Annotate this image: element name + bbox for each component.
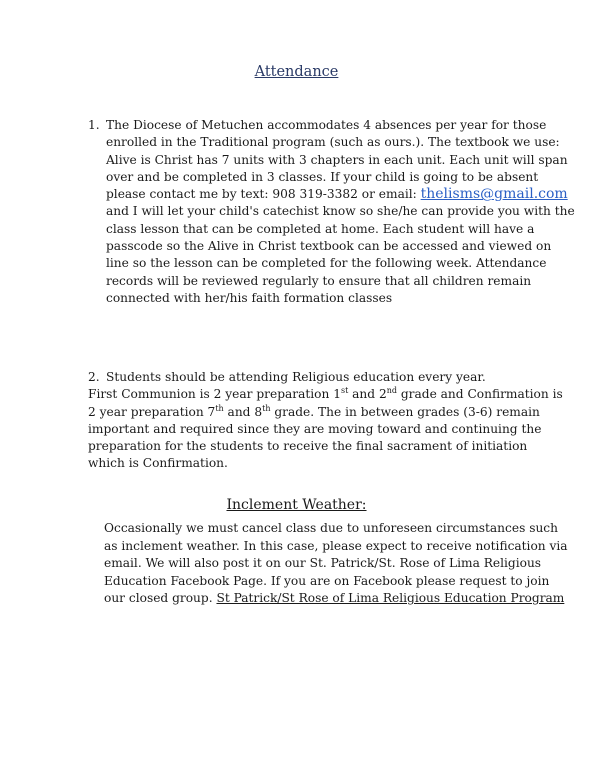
item-number: 1. — [88, 118, 100, 132]
text-line: and I will let your child's catechist know so she/he can provide you with the — [106, 204, 575, 219]
text-line — [88, 403, 540, 421]
text-part: and 2 — [348, 387, 387, 402]
text-line: records will be reviewed regularly to ensure that all children remain — [106, 273, 532, 288]
text-line: line so the lesson can be completed for the following week. Attendance — [106, 256, 547, 271]
text-line: over and be completed in 3 classes. If your child is going to be absent — [106, 169, 539, 184]
text-part: grade. The in between grades (3-6) remain — [270, 404, 540, 419]
superscript: th — [262, 403, 271, 413]
attendance-item-1 — [88, 117, 575, 307]
inclement-weather-text — [104, 520, 568, 608]
text-line: preparation for the students to receive the final sacrament of initiation — [88, 439, 528, 454]
text-line: important and required since they are moving toward and continuing the — [88, 421, 542, 436]
inclement-weather-heading: Inclement Weather: — [226, 497, 367, 513]
text-line: Alive is Christ has 7 units with 3 chapters in each unit. Each unit will span — [106, 152, 568, 167]
text-line: enrolled in the Traditional program (such as ours.). The textbook we use: — [106, 135, 560, 150]
text-part: 2 year preparation 7 — [88, 404, 216, 419]
text-part: First Communion is 2 year preparation 1 — [88, 387, 341, 402]
text-line: email. We will also post it on our St. Patrick/St. Rose of Lima Religious — [104, 556, 542, 571]
text-line-with-email — [106, 186, 568, 203]
superscript: th — [215, 403, 224, 413]
text-line — [104, 590, 565, 608]
item-2-details — [88, 386, 563, 472]
text-line: Education Facebook Page. If you are on Facebook please request to join — [104, 573, 550, 588]
text-part: grade and Confirmation is — [397, 387, 563, 402]
item-2-text — [106, 369, 526, 386]
contact-text: please contact me by text: 908 319-3382 or email: — [106, 187, 421, 202]
superscript: st — [340, 386, 349, 396]
text-line: Students should be attending Religious education every year. — [106, 370, 486, 384]
text-line: The Diocese of Metuchen accommodates 4 absences per year for those — [106, 118, 547, 132]
superscript: nd — [386, 386, 397, 396]
item-number: 2. — [88, 370, 100, 384]
facebook-group-link[interactable]: St Patrick/St Rose of Lima Religious Education Program — [216, 591, 565, 606]
text-line — [88, 386, 563, 403]
text-line: as inclement weather. In this case, please expect to receive notification via — [104, 538, 568, 553]
text-part: our closed group. — [104, 591, 217, 606]
text-line: which is Confirmation. — [88, 456, 228, 471]
attendance-item-2 — [88, 369, 563, 473]
text-line: connected with her/his faith formation classes — [106, 290, 393, 305]
text-line: passcode so the Alive in Christ textbook can be accessed and viewed on — [106, 239, 552, 254]
item-1-text — [106, 117, 575, 307]
text-line: Occasionally we must cancel class due to unforeseen circumstances such — [104, 521, 558, 535]
text-line: class lesson that can be completed at home. Each student will have a — [106, 221, 535, 236]
email-link[interactable]: thelisms@gmail.com — [420, 186, 568, 203]
text-part: and 8 — [223, 404, 263, 419]
page-title: Attendance — [254, 64, 339, 80]
